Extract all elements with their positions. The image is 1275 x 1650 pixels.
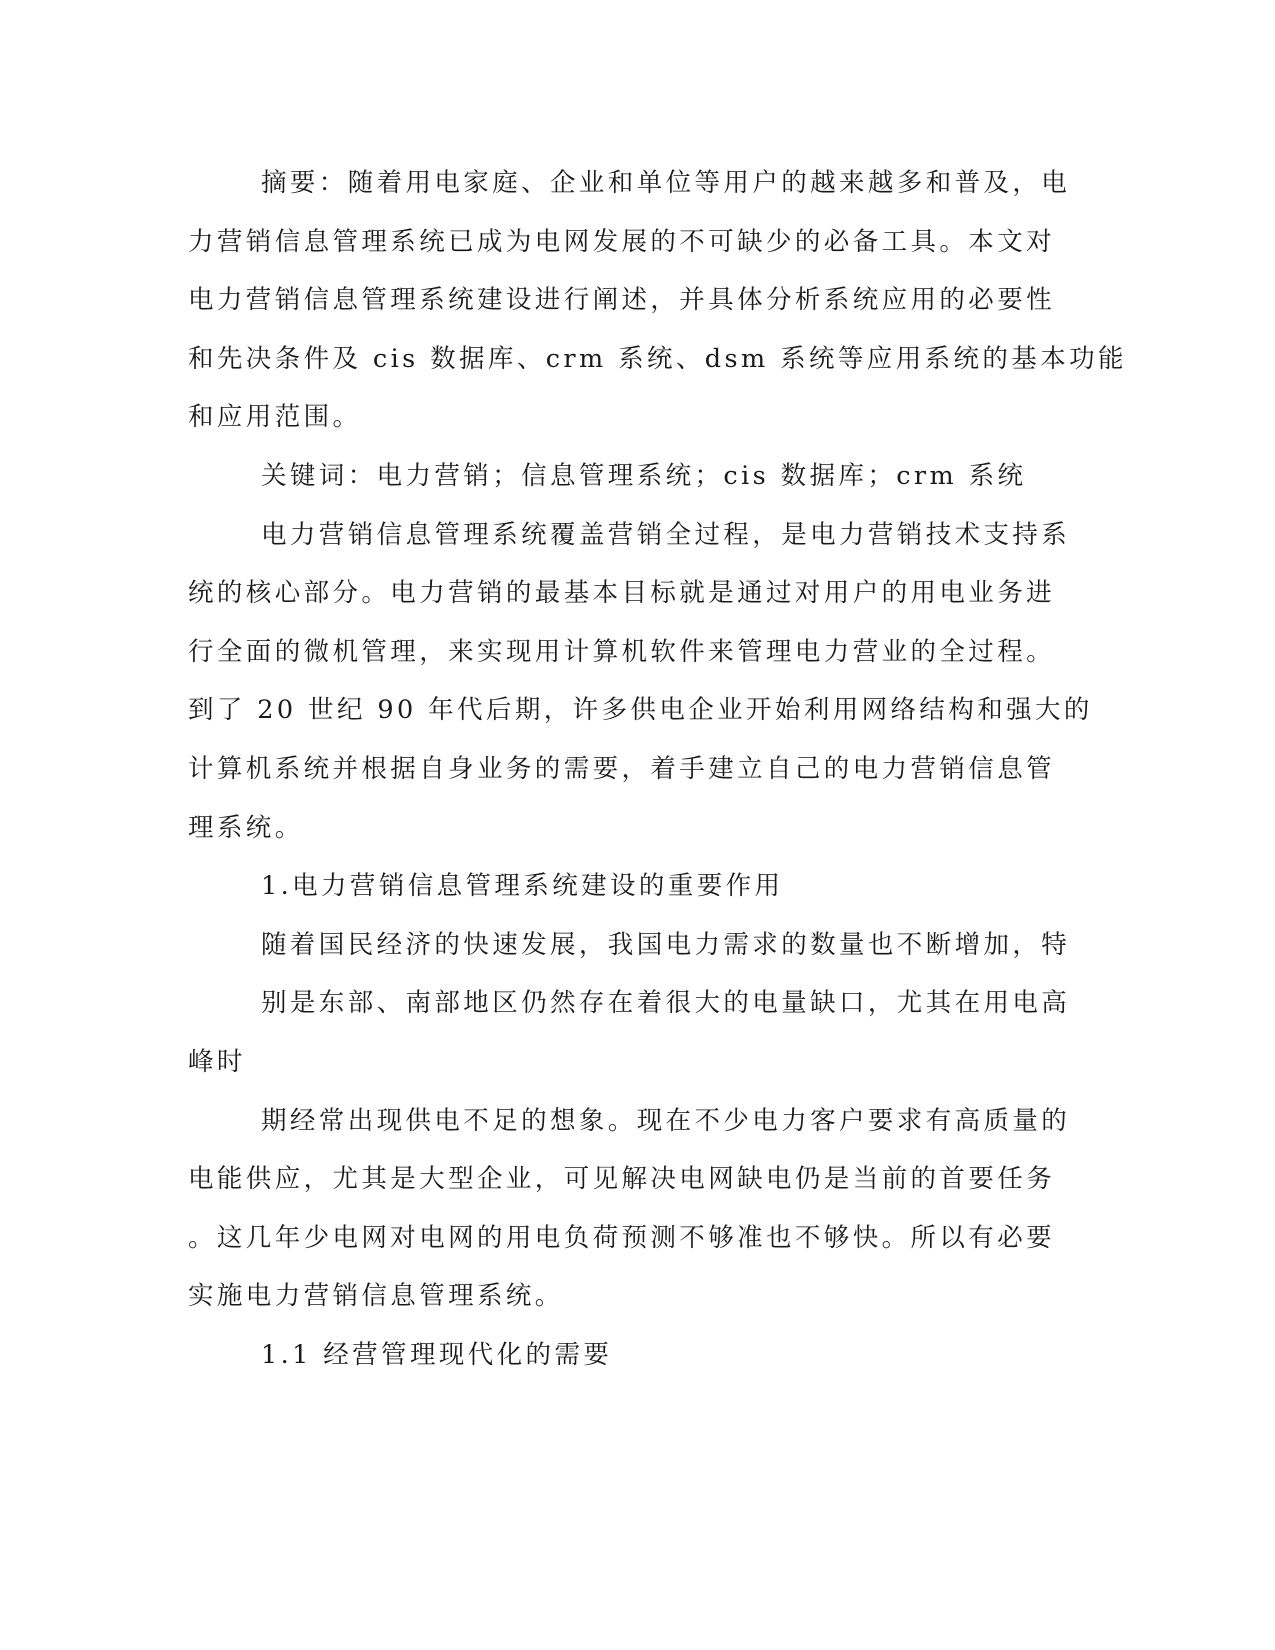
section-heading-1-1: 1.1 经营管理现代化的需要: [261, 1340, 613, 1370]
section1-line-7: 实施电力营销信息管理系统。: [188, 1281, 564, 1311]
section1-line-3: 峰时: [188, 1047, 246, 1077]
intro-line-2: 统的核心部分。电力营销的最基本目标就是通过对用户的用电业务进: [188, 578, 1056, 608]
section1-line-6: 。这几年少电网对电网的用电负荷预测不够准也不够快。所以有必要: [188, 1223, 1056, 1253]
section1-line-2: 别是东部、南部地区仍然存在着很大的电量缺口，尤其在用电高: [261, 988, 1071, 1018]
section1-line-1: 随着国民经济的快速发展，我国电力需求的数量也不断增加，特: [261, 930, 1071, 960]
intro-line-5: 计算机系统并根据自身业务的需要，着手建立自己的电力营销信息管: [188, 754, 1056, 784]
abstract-line-1: 摘要：随着用电家庭、企业和单位等用户的越来越多和普及，电: [261, 168, 1071, 198]
abstract-line-2: 力营销信息管理系统已成为电网发展的不可缺少的必备工具。本文对: [188, 227, 1056, 257]
section1-line-5: 电能供应，尤其是大型企业，可见解决电网缺电仍是当前的首要任务: [188, 1164, 1056, 1194]
intro-line-3: 行全面的微机管理，来实现用计算机软件来管理电力营业的全过程。: [188, 637, 1056, 667]
abstract-line-5: 和应用范围。: [188, 402, 362, 432]
intro-line-1: 电力营销信息管理系统覆盖营销全过程，是电力营销技术支持系: [261, 520, 1071, 550]
intro-line-4: 到了 20 世纪 90 年代后期，许多供电企业开始利用网络结构和强大的: [188, 695, 1093, 725]
intro-line-6: 理系统。: [188, 813, 304, 843]
section1-line-4: 期经常出现供电不足的想象。现在不少电力客户要求有高质量的: [261, 1106, 1071, 1136]
abstract-line-3: 电力营销信息管理系统建设进行阐述，并具体分析系统应用的必要性: [188, 285, 1056, 315]
section-heading-1: 1.电力营销信息管理系统建设的重要作用: [261, 871, 784, 901]
abstract-line-4: 和先决条件及 cis 数据库、crm 系统、dsm 系统等应用系统的基本功能: [188, 344, 1127, 374]
keywords-line: 关键词：电力营销；信息管理系统；cis 数据库；crm 系统: [261, 461, 1027, 491]
